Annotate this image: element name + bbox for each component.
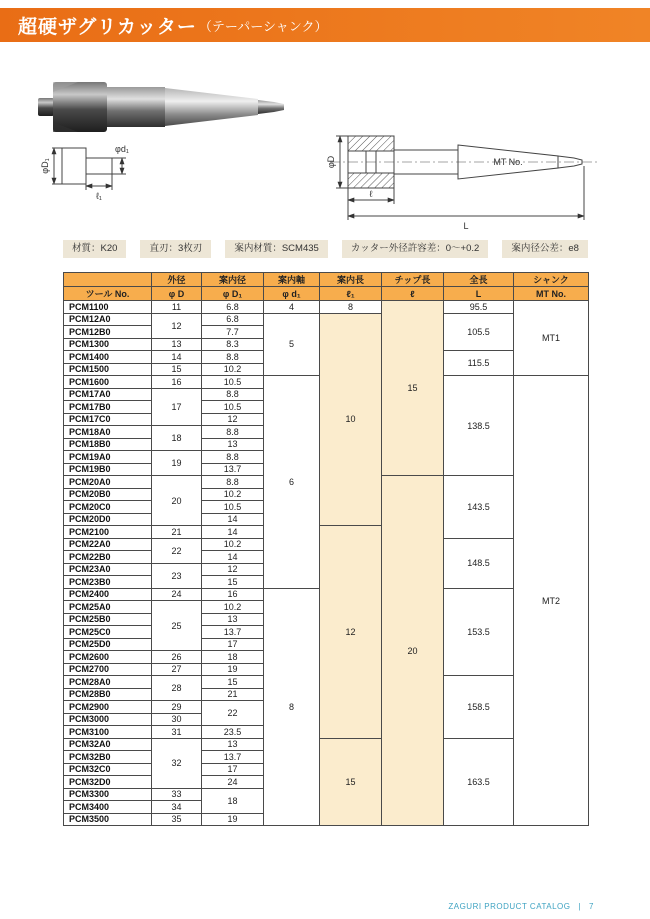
page-title: 超硬ザグリカッター bbox=[18, 16, 197, 38]
tool-no-cell: PCM1500 bbox=[64, 363, 152, 376]
tool-no-cell: PCM3300 bbox=[64, 788, 152, 801]
value-cell: 19 bbox=[202, 813, 264, 826]
table-row bbox=[64, 738, 589, 751]
tool-no-cell: PCM17A0 bbox=[64, 388, 152, 401]
page-subtitle: （テーパーシャンク） bbox=[198, 18, 328, 34]
tool-no-cell: PCM25D0 bbox=[64, 638, 152, 651]
tool-no-cell: PCM18B0 bbox=[64, 438, 152, 451]
value-cell: 10.2 bbox=[202, 601, 264, 614]
tool-no-cell: PCM32D0 bbox=[64, 776, 152, 789]
spec-item: 材質：K20 bbox=[63, 240, 126, 258]
tool-no-cell: PCM3400 bbox=[64, 801, 152, 814]
spec-item: 案内径公差：e8 bbox=[502, 240, 588, 258]
column-header: φ d₁ bbox=[264, 287, 320, 301]
value-cell: 8.8 bbox=[202, 476, 264, 489]
value-cell: 23 bbox=[152, 563, 202, 588]
value-cell: 22 bbox=[202, 701, 264, 726]
value-cell: 35 bbox=[152, 813, 202, 826]
value-cell: 158.5 bbox=[444, 676, 514, 739]
value-cell: MT2 bbox=[514, 376, 589, 826]
column-header: ℓ₁ bbox=[320, 287, 382, 301]
column-header: 外径 bbox=[152, 273, 202, 287]
value-cell: 33 bbox=[152, 788, 202, 801]
column-header: L bbox=[444, 287, 514, 301]
tool-no-cell: PCM32C0 bbox=[64, 763, 152, 776]
value-cell: 8 bbox=[320, 301, 382, 314]
value-cell: 18 bbox=[202, 651, 264, 664]
tool-no-cell: PCM32A0 bbox=[64, 738, 152, 751]
tool-no-cell: PCM25B0 bbox=[64, 613, 152, 626]
value-cell: 6 bbox=[264, 376, 320, 589]
value-cell: 13.7 bbox=[202, 751, 264, 764]
value-cell: 12 bbox=[320, 526, 382, 739]
dim-label-phid1: φd₁ bbox=[115, 144, 129, 154]
value-cell: 29 bbox=[152, 701, 202, 714]
figures-area bbox=[0, 46, 650, 238]
value-cell: 8 bbox=[264, 588, 320, 826]
value-cell: 28 bbox=[152, 676, 202, 701]
spec-item: 直刃：3枚刃 bbox=[140, 240, 211, 258]
column-header: φ D bbox=[152, 287, 202, 301]
value-cell: 15 bbox=[320, 738, 382, 826]
figures-svg bbox=[0, 46, 650, 238]
value-cell: 10.5 bbox=[202, 501, 264, 514]
value-cell: 8.8 bbox=[202, 351, 264, 364]
value-cell: 14 bbox=[202, 526, 264, 539]
column-header: 案内径 bbox=[202, 273, 264, 287]
value-cell: 10.2 bbox=[202, 363, 264, 376]
column-header: MT No. bbox=[514, 287, 589, 301]
column-header: 全長 bbox=[444, 273, 514, 287]
tool-no-cell: PCM1600 bbox=[64, 376, 152, 389]
tool-no-cell: PCM17B0 bbox=[64, 401, 152, 414]
value-cell: 10 bbox=[320, 313, 382, 526]
value-cell: 148.5 bbox=[444, 538, 514, 588]
tool-no-cell: PCM20B0 bbox=[64, 488, 152, 501]
spec-item: 案内材質：SCM435 bbox=[225, 240, 327, 258]
value-cell: 15 bbox=[152, 363, 202, 376]
column-header: チップ長 bbox=[382, 273, 444, 287]
value-cell: 32 bbox=[152, 738, 202, 788]
value-cell: 31 bbox=[152, 726, 202, 739]
table-row bbox=[64, 301, 589, 314]
tool-no-cell: PCM12B0 bbox=[64, 326, 152, 339]
value-cell: 26 bbox=[152, 651, 202, 664]
tool-no-cell: PCM28A0 bbox=[64, 676, 152, 689]
value-cell: 20 bbox=[152, 476, 202, 526]
value-cell: 8.8 bbox=[202, 451, 264, 464]
value-cell: 21 bbox=[202, 688, 264, 701]
value-cell: 14 bbox=[202, 551, 264, 564]
value-cell: 10.2 bbox=[202, 488, 264, 501]
tool-no-cell: PCM32B0 bbox=[64, 751, 152, 764]
tool-no-cell: PCM2100 bbox=[64, 526, 152, 539]
tool-no-cell: PCM2700 bbox=[64, 663, 152, 676]
pilot-drawing bbox=[52, 148, 126, 190]
tool-no-cell: PCM1400 bbox=[64, 351, 152, 364]
value-cell: 8.3 bbox=[202, 338, 264, 351]
value-cell: 4 bbox=[264, 301, 320, 314]
value-cell: 95.5 bbox=[444, 301, 514, 314]
value-cell: 30 bbox=[152, 713, 202, 726]
dim-label-l1: ℓ₁ bbox=[96, 191, 102, 201]
footer-catalog-name: ZAGURI PRODUCT CATALOG bbox=[448, 902, 571, 911]
value-cell: 13.7 bbox=[202, 463, 264, 476]
column-header: 案内軸 bbox=[264, 273, 320, 287]
tool-no-cell: PCM20A0 bbox=[64, 476, 152, 489]
tool-no-cell: PCM28B0 bbox=[64, 688, 152, 701]
dim-label-phiD: φD bbox=[326, 155, 336, 169]
tool-no-cell: PCM2900 bbox=[64, 701, 152, 714]
value-cell: 13 bbox=[202, 438, 264, 451]
footer-page-number: 7 bbox=[589, 902, 594, 911]
value-cell: 15 bbox=[202, 576, 264, 589]
tool-no-cell: PCM19A0 bbox=[64, 451, 152, 464]
tool-no-cell: PCM19B0 bbox=[64, 463, 152, 476]
tool-no-cell: PCM2600 bbox=[64, 651, 152, 664]
tool-no-cell: PCM17C0 bbox=[64, 413, 152, 426]
page-footer bbox=[448, 902, 594, 911]
value-cell: 16 bbox=[152, 376, 202, 389]
value-cell: 143.5 bbox=[444, 476, 514, 539]
footer-separator: | bbox=[578, 902, 582, 911]
dim-label-phiD1: φD₁ bbox=[40, 158, 50, 174]
tool-no-cell: PCM25A0 bbox=[64, 601, 152, 614]
tool-no-cell: PCM20C0 bbox=[64, 501, 152, 514]
value-cell: 115.5 bbox=[444, 351, 514, 376]
value-cell: 8.8 bbox=[202, 426, 264, 439]
value-cell: 13 bbox=[202, 738, 264, 751]
page-title-banner bbox=[0, 8, 650, 42]
value-cell: 13 bbox=[202, 613, 264, 626]
value-cell: 18 bbox=[152, 426, 202, 451]
value-cell: 13 bbox=[152, 338, 202, 351]
table-body bbox=[64, 301, 589, 826]
value-cell: 16 bbox=[202, 588, 264, 601]
value-cell: 11 bbox=[152, 301, 202, 314]
cutter-drawing bbox=[330, 136, 600, 220]
value-cell: 12 bbox=[202, 413, 264, 426]
table-head bbox=[64, 273, 589, 301]
spec-bar bbox=[63, 240, 588, 258]
value-cell: 7.7 bbox=[202, 326, 264, 339]
value-cell: 17 bbox=[202, 638, 264, 651]
value-cell: 25 bbox=[152, 601, 202, 651]
column-header: ツール No. bbox=[64, 287, 152, 301]
value-cell: 153.5 bbox=[444, 588, 514, 676]
tool-no-cell: PCM1100 bbox=[64, 301, 152, 314]
header-row bbox=[64, 273, 589, 287]
column-header bbox=[64, 273, 152, 287]
value-cell: 12 bbox=[152, 313, 202, 338]
tool-no-cell: PCM23A0 bbox=[64, 563, 152, 576]
shank-mt-label: MT No. bbox=[493, 157, 523, 167]
value-cell: 6.8 bbox=[202, 301, 264, 314]
tool-no-cell: PCM22A0 bbox=[64, 538, 152, 551]
value-cell: 5 bbox=[264, 313, 320, 376]
value-cell: 18 bbox=[202, 788, 264, 813]
value-cell: 14 bbox=[202, 513, 264, 526]
table-wrap bbox=[63, 272, 588, 826]
tool-no-cell: PCM20D0 bbox=[64, 513, 152, 526]
value-cell: 10.5 bbox=[202, 376, 264, 389]
value-cell: 19 bbox=[152, 451, 202, 476]
tool-no-cell: PCM23B0 bbox=[64, 576, 152, 589]
value-cell: 13.7 bbox=[202, 626, 264, 639]
tool-no-cell: PCM3000 bbox=[64, 713, 152, 726]
column-header: 案内長 bbox=[320, 273, 382, 287]
tool-no-cell: PCM25C0 bbox=[64, 626, 152, 639]
dim-label-l: ℓ bbox=[369, 189, 373, 199]
value-cell: MT1 bbox=[514, 301, 589, 376]
spec-item: カッター外径許容差：0～+0.2 bbox=[342, 240, 488, 258]
value-cell: 12 bbox=[202, 563, 264, 576]
header-row bbox=[64, 287, 589, 301]
column-header: φ D₁ bbox=[202, 287, 264, 301]
tool-no-cell: PCM3500 bbox=[64, 813, 152, 826]
column-header: シャンク bbox=[514, 273, 589, 287]
tool-no-cell: PCM3100 bbox=[64, 726, 152, 739]
tool-no-cell: PCM1300 bbox=[64, 338, 152, 351]
tool-no-cell: PCM2400 bbox=[64, 588, 152, 601]
value-cell: 19 bbox=[202, 663, 264, 676]
value-cell: 10.5 bbox=[202, 401, 264, 414]
value-cell: 10.2 bbox=[202, 538, 264, 551]
value-cell: 21 bbox=[152, 526, 202, 539]
value-cell: 105.5 bbox=[444, 313, 514, 351]
value-cell: 22 bbox=[152, 538, 202, 563]
value-cell: 8.8 bbox=[202, 388, 264, 401]
tool-no-cell: PCM12A0 bbox=[64, 313, 152, 326]
product-spec-table bbox=[63, 272, 589, 826]
value-cell: 138.5 bbox=[444, 376, 514, 476]
tool-no-cell: PCM22B0 bbox=[64, 551, 152, 564]
value-cell: 6.8 bbox=[202, 313, 264, 326]
value-cell: 23.5 bbox=[202, 726, 264, 739]
value-cell: 27 bbox=[152, 663, 202, 676]
value-cell: 20 bbox=[382, 476, 444, 826]
dim-label-L: L bbox=[463, 221, 469, 231]
value-cell: 14 bbox=[152, 351, 202, 364]
tool-no-cell: PCM18A0 bbox=[64, 426, 152, 439]
value-cell: 24 bbox=[152, 588, 202, 601]
value-cell: 17 bbox=[152, 388, 202, 426]
value-cell: 34 bbox=[152, 801, 202, 814]
column-header: ℓ bbox=[382, 287, 444, 301]
value-cell: 15 bbox=[382, 301, 444, 476]
value-cell: 163.5 bbox=[444, 738, 514, 826]
value-cell: 17 bbox=[202, 763, 264, 776]
table-row bbox=[64, 313, 589, 326]
value-cell: 15 bbox=[202, 676, 264, 689]
product-photo bbox=[38, 82, 284, 132]
value-cell: 24 bbox=[202, 776, 264, 789]
